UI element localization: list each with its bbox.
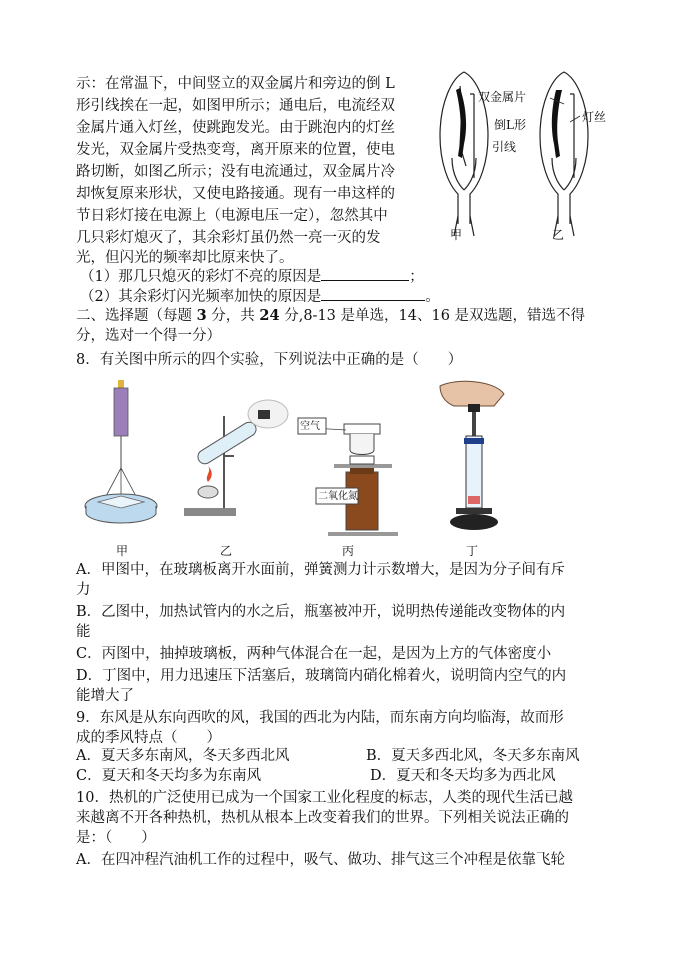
intro-line-7: 节日彩灯接在电源上（电源电压一定），忽然其中 <box>76 208 388 224</box>
answer-blank-2[interactable] <box>321 286 425 301</box>
q8-option-d-line-1[interactable]: D．丁图中，用力迅速压下活塞后，玻璃筒内硝化棉着火，说明筒内空气的内 <box>76 668 567 684</box>
section-2-header-line-1 <box>76 306 585 326</box>
label-filament: 灯丝 <box>582 110 607 124</box>
q8-option-b-line-2: 能 <box>76 624 91 640</box>
q9-option-b[interactable]: B．夏天多西北风，冬天多东南风 <box>366 748 580 764</box>
q10-stem-line-2: 来越离不开各种热机，热机从根本上改变着我们的世界。下列相关说法正确的 <box>76 810 569 826</box>
intro-line-9: 光，但闪光的频率却比原来快了。 <box>76 250 294 266</box>
experiment-d-drawing <box>440 381 504 530</box>
intro-line-1: 示：在常温下，中间竖立的双金属片和旁边的倒 L <box>76 76 395 92</box>
intro-line-6: 却恢复原来形状，又使电路接通。现有一串这样的 <box>76 186 395 202</box>
q8-option-c[interactable]: C．丙图中，抽掉玻璃板，两种气体混合在一起，是因为上方的气体密度小 <box>76 646 552 662</box>
experiment-b-drawing <box>184 400 288 516</box>
q9-option-c[interactable]: C．夏天和冬天均多为东南风 <box>76 768 262 784</box>
q9-stem-line-2: 成的季风特点（ ） <box>76 730 221 746</box>
q8-option-d-line-2: 能增大了 <box>76 688 134 704</box>
label-bimetal: 双金属片 <box>478 90 527 104</box>
question-1-end: ； <box>409 269 424 285</box>
label-lead-1: 倒L形 <box>494 118 526 132</box>
question-2-end: 。 <box>425 289 440 305</box>
section-2-text-a: 二、选择题（每题 <box>76 308 197 324</box>
label-nitrogen-dioxide: 二氧化氮 <box>318 491 358 502</box>
section-2-text-c: 分，共 <box>206 308 260 324</box>
intro-line-3: 金属片通入灯丝，使跳跑发光。由于跳泡内的灯丝 <box>76 120 395 136</box>
q8-option-b-line-1[interactable]: B．乙图中，加热试管内的水之后，瓶塞被冲开，说明热传递能改变物体的内 <box>76 604 566 620</box>
bulb-b-drawing <box>540 72 588 236</box>
section-2-header-line-2: 分，选对一个得一分） <box>76 328 221 344</box>
experiment-a-drawing <box>85 380 157 523</box>
intro-line-8: 几只彩灯熄灭了，其余彩灯虽仍然一亮一灭的发 <box>76 230 381 246</box>
label-lead-2: 引线 <box>492 140 517 154</box>
intro-line-2: 形引线挨在一起，如图甲所示；通电后，电流经双 <box>76 98 395 114</box>
question-1-line <box>80 266 424 287</box>
bimetal-strip-b <box>552 90 562 158</box>
question-2-line <box>80 286 440 307</box>
intro-line-4: 发光，双金属片受热变弯，离开原来的位置，使电 <box>76 142 395 158</box>
q8-option-a-line-2: 力 <box>76 582 91 598</box>
section-2-score: 3 <box>196 307 207 324</box>
q8-option-a-line-1[interactable]: A．甲图中，在玻璃板离开水面前，弹簧测力计示数增大，是因为分子间有斥 <box>76 562 565 578</box>
caption-bulb-a: 甲 <box>450 228 463 242</box>
q8-experiments-figure <box>84 376 524 540</box>
experiment-c-drawing <box>298 418 398 536</box>
intro-line-5: 路切断，如图乙所示；没有电流通过，双金属片冷 <box>76 164 395 180</box>
question-1-text: （1）那几只熄灭的彩灯不亮的原因是 <box>80 269 322 285</box>
q9-option-a[interactable]: A．夏天多东南风，冬天多西北风 <box>76 748 290 764</box>
caption-experiment-a: 甲 <box>116 544 129 558</box>
q8-stem: 8．有关图中所示的四个实验，下列说法中正确的是（ ） <box>76 352 463 368</box>
bimetal-strip-a <box>456 88 466 158</box>
caption-bulb-b: 乙 <box>552 228 565 242</box>
caption-experiment-c: 丙 <box>342 544 355 558</box>
section-2-total: 24 <box>259 307 280 324</box>
question-2-text: （2）其余彩灯闪光频率加快的原因是 <box>80 289 322 305</box>
q9-stem-line-1: 9．东风是从东向西吹的风，我国的西北为内陆，而东南方向均临海，故而形 <box>76 710 564 726</box>
answer-blank-1[interactable] <box>321 266 409 281</box>
q10-stem-line-1: 10．热机的广泛使用已成为一个国家工业化程度的标志，人类的现代生活已越 <box>76 790 573 806</box>
q10-option-a[interactable]: A．在四冲程汽油机工作的过程中，吸气、做功、排气这三个冲程是依靠飞轮 <box>76 852 565 868</box>
section-2-text-e: 分,8-13 是单选，14、16 是双选题，错选不得 <box>279 308 586 324</box>
bulb-figure <box>430 66 630 242</box>
label-air: 空气 <box>300 421 320 432</box>
q10-stem-line-3: 是：（ ） <box>76 830 156 846</box>
caption-experiment-b: 乙 <box>220 544 233 558</box>
caption-experiment-d: 丁 <box>466 544 479 558</box>
q9-option-d[interactable]: D．夏天和冬天均多为西北风 <box>370 768 556 784</box>
pointer-line-filament <box>570 116 580 122</box>
